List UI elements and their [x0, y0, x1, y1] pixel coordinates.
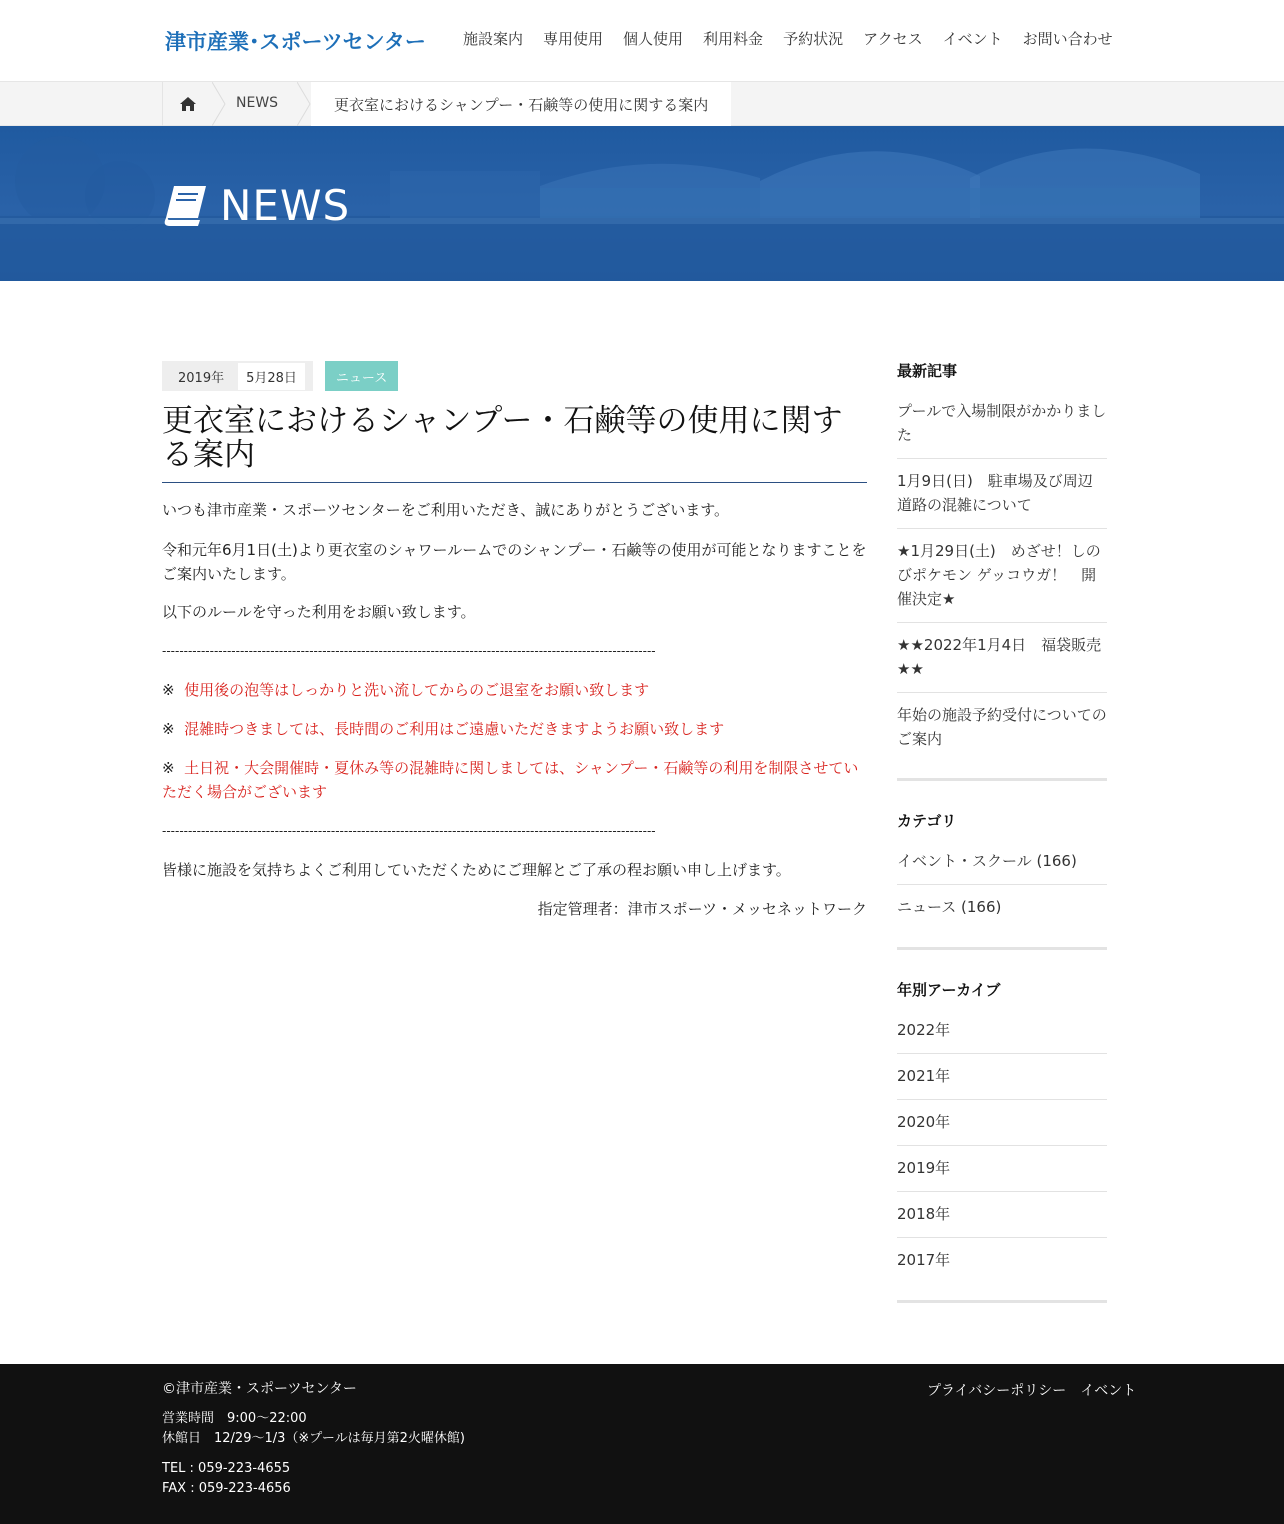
sidebar-archives — [897, 979, 1107, 1283]
footer-tel: TEL : 059-223-4655 — [162, 1461, 291, 1476]
archive-link[interactable]: 2019年 — [897, 1146, 1107, 1192]
nav-item-events[interactable]: イベント — [942, 30, 1003, 48]
note-mark: ※ — [162, 681, 175, 699]
note-mark: ※ — [162, 759, 175, 777]
nav-item-exclusive-use[interactable]: 専用使用 — [543, 30, 604, 48]
post-title: 更衣室におけるシャンプー・石鹸等の使用に関する案内 — [162, 404, 867, 483]
archive-link[interactable]: 2020年 — [897, 1100, 1107, 1146]
post-meta — [162, 361, 398, 391]
recent-post-link[interactable]: 年始の施設予約受付についてのご案内 — [897, 706, 1107, 748]
post-paragraph: 以下のルールを守った利用をお願い致します。 — [162, 603, 476, 621]
breadcrumb — [0, 82, 1284, 126]
breadcrumb-news[interactable]: NEWS — [236, 95, 279, 111]
sidebar-divider — [897, 778, 1107, 781]
category-link[interactable]: ニュース (166) — [897, 898, 1002, 916]
site-logo[interactable]: 津市産業･スポーツセンター — [165, 30, 426, 54]
post-category-badge[interactable]: ニュース — [325, 361, 398, 391]
post-date — [162, 361, 313, 391]
breadcrumb-home[interactable] — [162, 82, 212, 126]
post-paragraph: いつも津市産業・スポーツセンターをご利用いただき、誠にありがとうございます。 — [162, 501, 730, 519]
archive-link[interactable]: 2021年 — [897, 1054, 1107, 1100]
footer-link-privacy[interactable]: プライバシーポリシー — [927, 1383, 1067, 1399]
nav-item-contact[interactable]: お問い合わせ — [1022, 30, 1113, 48]
breadcrumb-separator-icon — [297, 82, 311, 126]
rule-text: 使用後の泡等はしっかりと洗い流してからのご退室をお願い致します — [184, 681, 650, 699]
hero-title — [162, 181, 350, 230]
post-rule — [162, 756, 867, 804]
home-icon — [179, 96, 197, 112]
archive-link[interactable]: 2017年 — [897, 1251, 951, 1269]
recent-post-link[interactable]: ★1月29日(土) めざせ！しのびポケモン ゲッコウガ！ 開催決定★ — [897, 529, 1107, 623]
nav-item-fees[interactable]: 利用料金 — [703, 30, 764, 48]
sidebar-heading: 最新記事 — [897, 362, 958, 380]
post-rule — [162, 717, 867, 741]
hero-title-text: NEWS — [220, 181, 351, 230]
sidebar-recent-posts — [897, 360, 1107, 762]
footer-closed-days: 休館日 12/29～1/3（※プールは毎月第2火曜休館) — [162, 1431, 465, 1446]
footer-copyright: ©津市産業・スポーツセンター — [162, 1381, 357, 1397]
category-link[interactable]: イベント・スクール (166) — [897, 849, 1107, 885]
note-mark: ※ — [162, 720, 175, 738]
post-signature: 指定管理者：津市スポーツ・メッセネットワーク — [537, 900, 867, 918]
recent-post-link[interactable]: プールで入場制限がかかりました — [897, 399, 1107, 459]
post-divider: ------------------------------------------------------------------------------------------------------------------ — [162, 824, 656, 838]
sidebar-heading: 年別アーカイブ — [897, 981, 1001, 999]
breadcrumb-separator-icon — [212, 82, 226, 126]
post-year: 2019年 — [178, 370, 225, 386]
book-icon — [162, 184, 208, 228]
rule-text: 土日祝・大会開催時・夏休み等の混雑時に関しましては、シャンプー・石鹸等の利用を制限させていただく場合がございます — [162, 759, 859, 801]
nav-item-access[interactable]: アクセス — [863, 30, 923, 48]
sidebar-heading: カテゴリ — [897, 812, 957, 830]
footer-links — [927, 1380, 1150, 1400]
sidebar-categories — [897, 810, 1107, 930]
nav-item-reservations[interactable]: 予約状況 — [783, 30, 844, 48]
archive-list — [897, 1018, 1107, 1283]
archive-link[interactable]: 2018年 — [897, 1192, 1107, 1238]
recent-post-link[interactable]: 1月9日(日) 駐車場及び周辺道路の混雑について — [897, 459, 1107, 529]
archive-link[interactable]: 2022年 — [897, 1018, 1107, 1054]
post-paragraph: 令和元年6月1日(土)より更衣室のシャワールームでのシャンプー・石鹸等の使用が可能となりますことをご案内いたします。 — [162, 541, 867, 583]
footer-fax: FAX : 059-223-4656 — [162, 1481, 291, 1496]
breadcrumb-current: 更衣室におけるシャンプー・石鹸等の使用に関する案内 — [311, 82, 731, 126]
sidebar-divider — [897, 1300, 1107, 1303]
footer-hours: 営業時間 9:00～22:00 — [162, 1411, 307, 1426]
post-paragraph: 皆様に施設を気持ちよくご利用していただくためにご理解とご了承の程お願い申し上げます。 — [162, 861, 791, 879]
recent-posts-list — [897, 399, 1107, 762]
post-day: 5月28日 — [238, 363, 305, 390]
page-hero — [0, 126, 1284, 281]
footer-link-events[interactable]: イベント — [1080, 1383, 1137, 1399]
nav-item-individual-use[interactable]: 個人使用 — [623, 30, 684, 48]
category-list — [897, 849, 1107, 930]
site-footer — [0, 1364, 1284, 1524]
main-nav — [453, 28, 1123, 49]
site-header — [0, 0, 1284, 82]
post-divider: ------------------------------------------------------------------------------------------------------------------ — [162, 644, 656, 658]
sidebar-divider — [897, 947, 1107, 950]
post-rule — [162, 678, 867, 702]
rule-text: 混雑時つきましては、長時間のご利用はご遠慮いただきますようお願い致します — [184, 720, 725, 738]
nav-item-facilities[interactable]: 施設案内 — [463, 30, 524, 48]
recent-post-link[interactable]: ★★2022年1月4日 福袋販売★★ — [897, 623, 1107, 693]
